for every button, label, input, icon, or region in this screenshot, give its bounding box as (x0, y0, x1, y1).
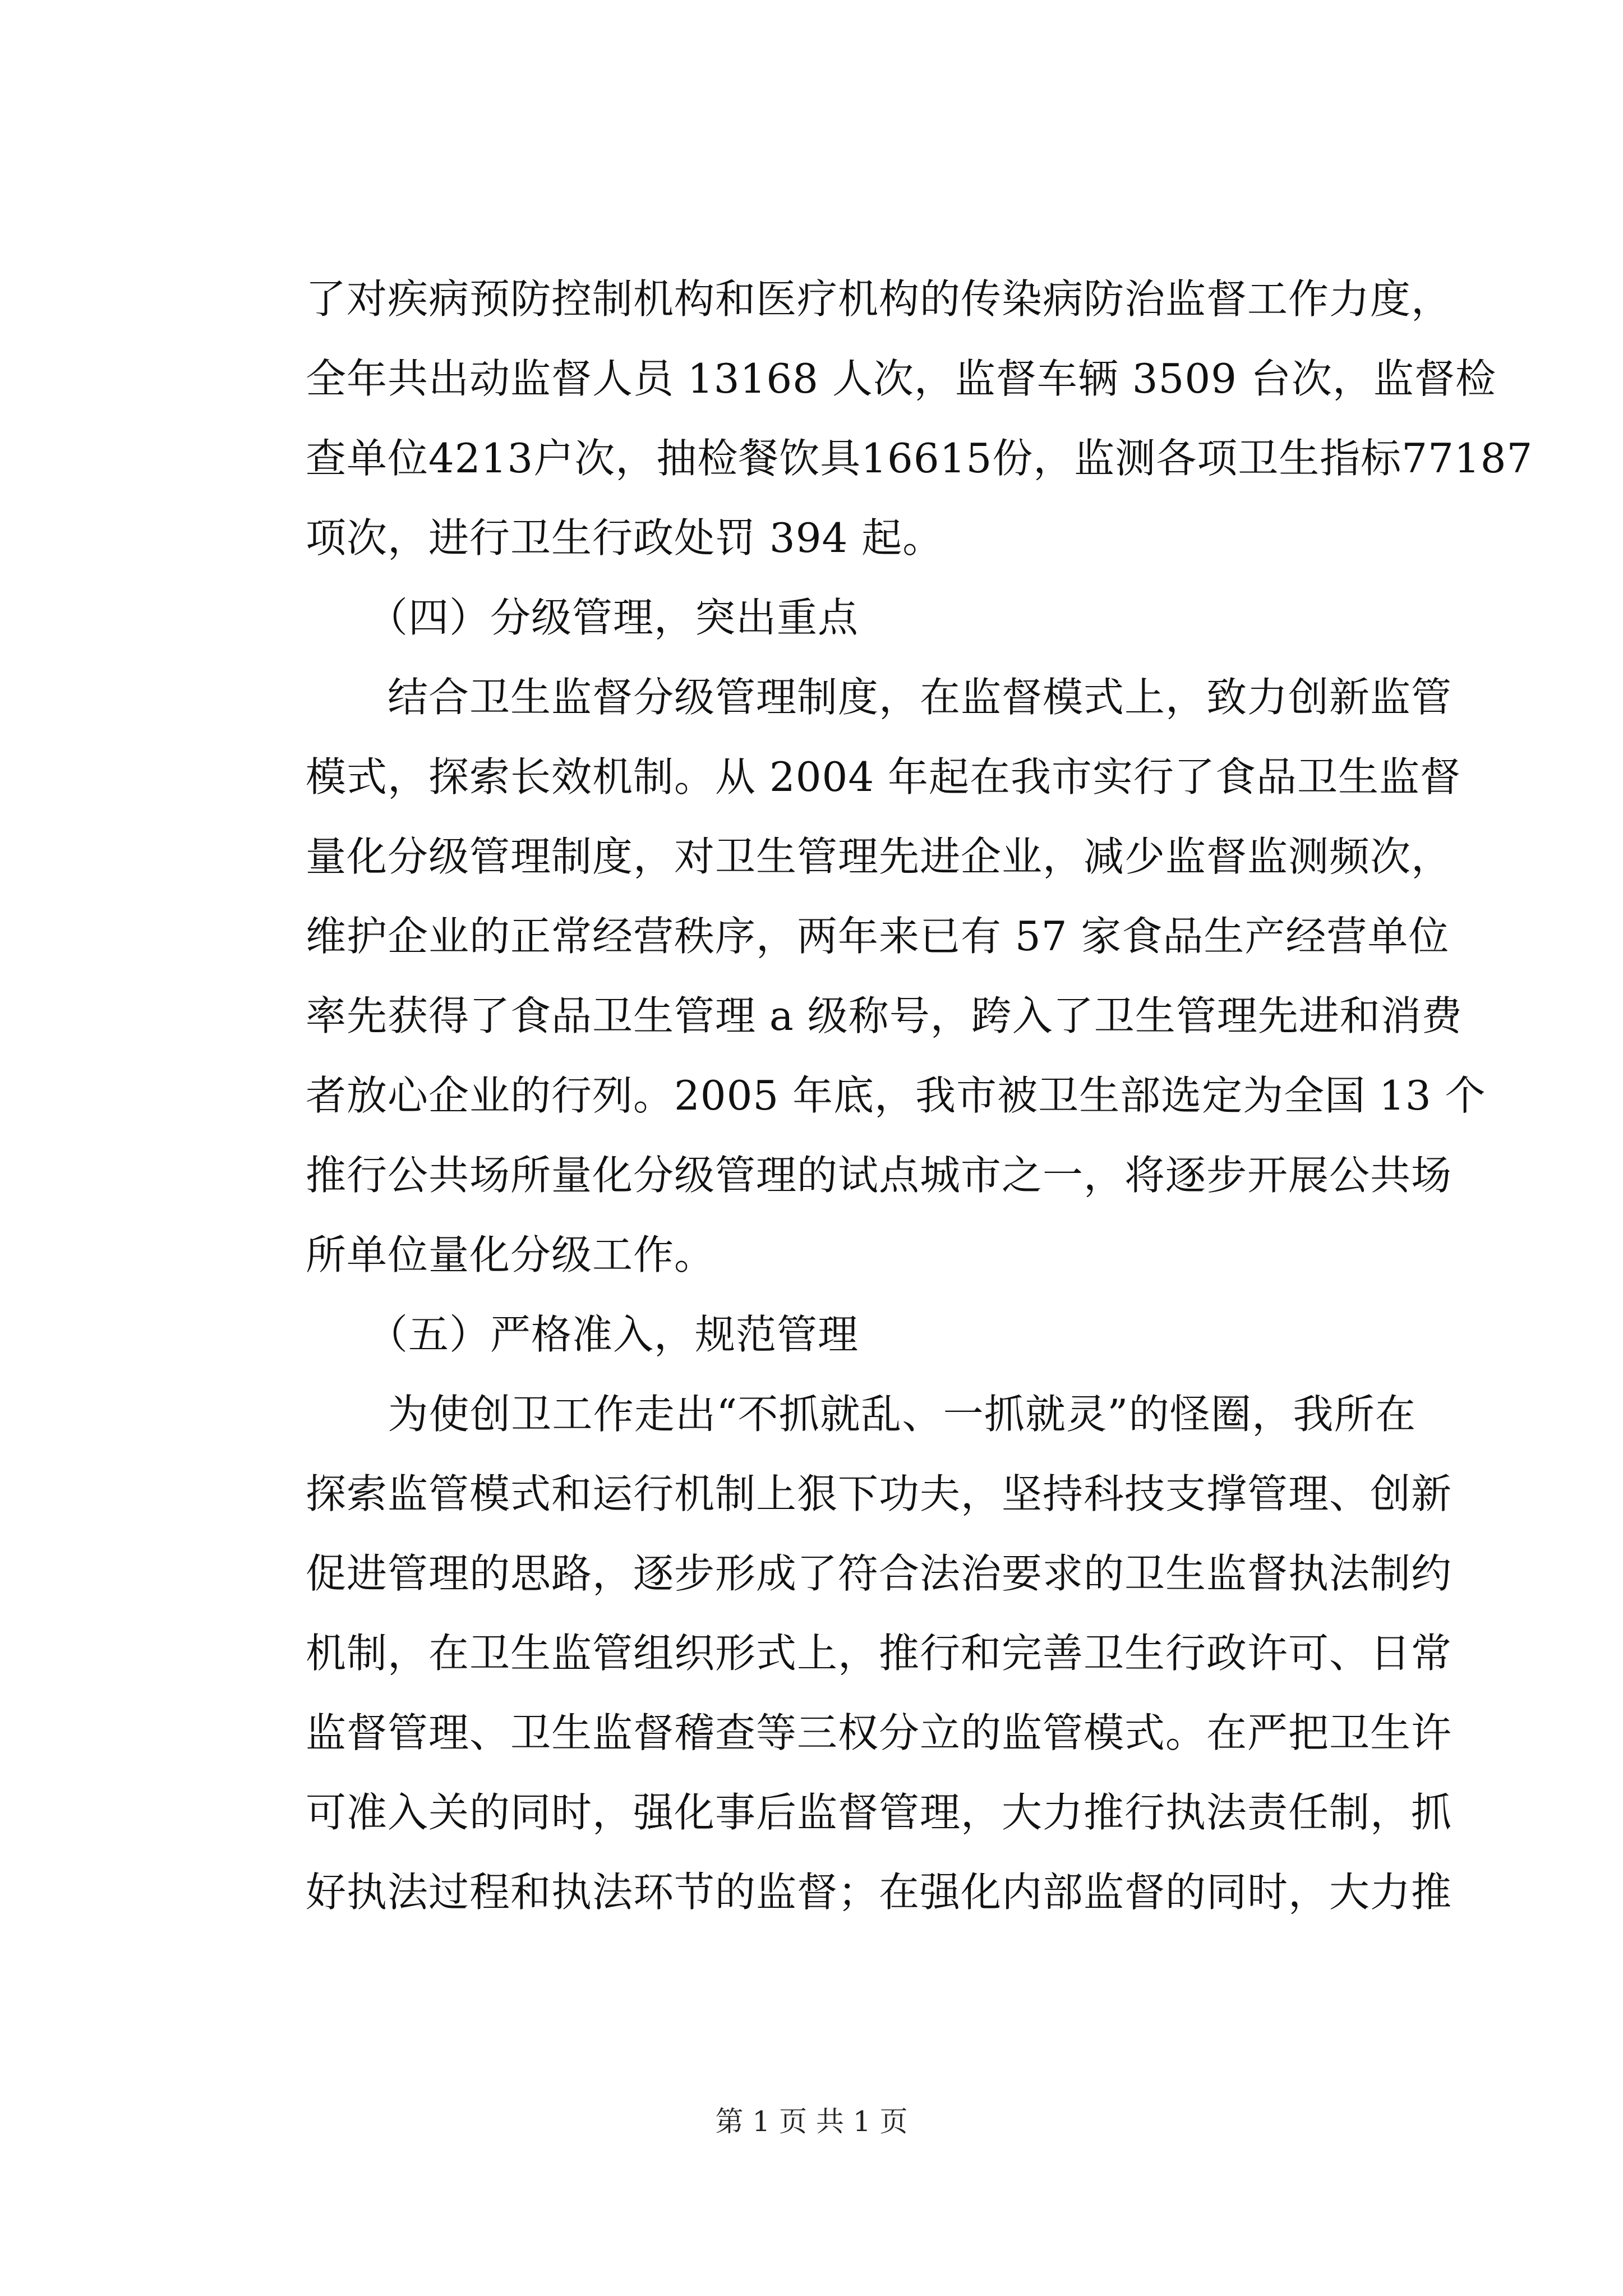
text-line: 好执法过程和执法环节的监督；在强化内部监督的同时，大力推 (306, 1869, 1453, 1916)
text-line: 可准入关的同时，强化事后监督管理，大力推行执法责任制，抓 (306, 1789, 1453, 1836)
text-line: 促进管理的思路，逐步形成了符合法治要求的卫生监督执法制约 (306, 1550, 1453, 1597)
text-line: 全年共出动监督人员 13168 人次，监督车辆 3509 台次，监督检 (306, 355, 1496, 402)
section-heading-5: （五）严格准入，规范管理 (306, 1311, 859, 1358)
text-line: 探索监管模式和运行机制上狠下功夫，坚持科技支撑管理、创新 (306, 1470, 1453, 1517)
page-number-footer: 第 1 页 共 1 页 (715, 2105, 908, 2138)
text-line: 项次，进行卫生行政处罚 394 起。 (306, 514, 944, 562)
text-line: 率先获得了食品卫生管理 a 级称号，跨入了卫生管理先进和消费 (306, 992, 1463, 1039)
text-line: 推行公共场所量化分级管理的试点城市之一，将逐步开展公共场 (306, 1152, 1453, 1199)
text-line: 模式，探索长效机制。从 2004 年起在我市实行了食品卫生监督 (306, 753, 1461, 800)
text-line: 维护企业的正常经营秩序，两年来已有 57 家食品生产经营单位 (306, 913, 1450, 960)
document-body (306, 259, 1533, 1932)
text-line: 量化分级管理制度，对卫生管理先进企业，减少监督监测频次， (306, 833, 1453, 880)
text-line: 机制，在卫生监管组织形式上，推行和完善卫生行政许可、日常 (306, 1630, 1453, 1677)
text-line: 为使创卫工作走出“不抓就乱、一抓就灵”的怪圈，我所在 (306, 1391, 1416, 1438)
text-line: 所单位量化分级工作。 (306, 1231, 716, 1278)
text-line: 了对疾病预防控制机构和医疗机构的传染病防治监督工作力度， (306, 275, 1453, 323)
text-line: 监督管理、卫生监督稽查等三权分立的监管模式。在严把卫生许 (306, 1709, 1453, 1756)
section-heading-4: （四）分级管理，突出重点 (306, 594, 859, 641)
text-line: 者放心企业的行列。2005 年底，我市被卫生部选定为全国 13 个 (306, 1072, 1486, 1119)
text-line: 结合卫生监督分级管理制度，在监督模式上，致力创新监管 (306, 674, 1453, 721)
text-line: 查单位4213户次，抽检餐饮具16615份，监测各项卫生指标77187 (306, 435, 1533, 482)
